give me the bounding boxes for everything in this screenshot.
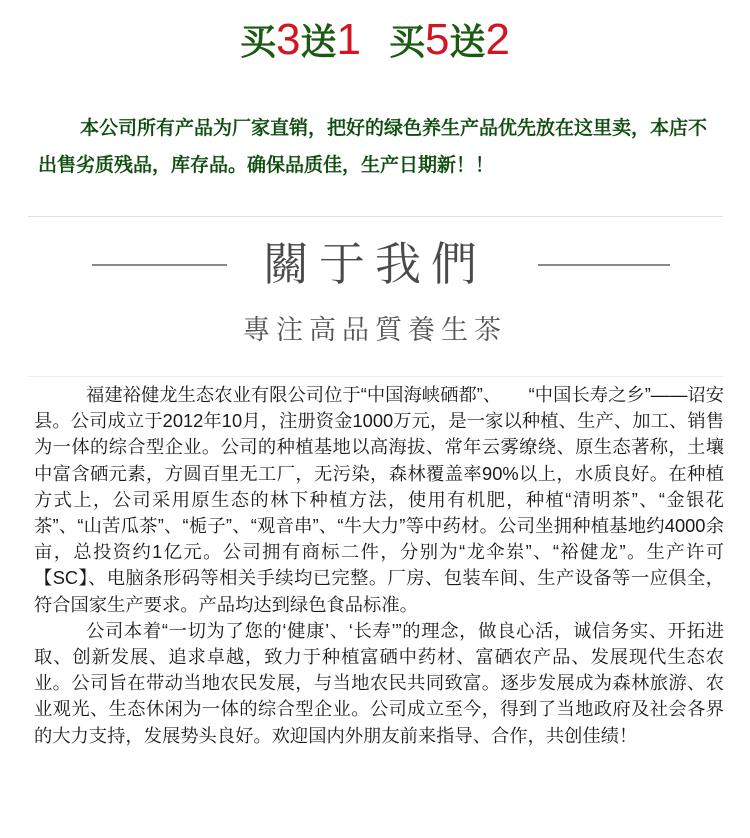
description-paragraph-2: 公司本着“一切为了您的‘健康’、‘长寿’”的理念，做良心活，诚信务实、开拓进取、创新发展、追求卓越，致力于种植富硒中药材、富硒农产品、发展现代生态农业。公司旨在带动当地农民发展，与当地农民共同致富。逐步发展成为森林旅游、农业观光、生态休闲为一体的综合型企业。公司成立至今，得到了当地政府及社会各界的大力支持，发展势头良好。欢迎国内外朋友前来指导、合作，共创佳绩！ [34,619,724,746]
intro-text: 本公司所有产品为厂家直销，把好的绿色养生产品优先放在这里卖，本店不出售劣质残品，库存品。确保品质佳，生产日期新！！ [38,117,708,176]
divider-bottom [28,376,723,377]
promo-give-qty-1: 1 [336,15,361,64]
promo-give-label-2: 送 [449,22,486,63]
promo-buy-qty-1: 3 [276,15,301,64]
promo-banner [0,14,750,65]
description-paragraph-1: 福建裕健龙生态农业有限公司位于“中国海峡硒都”、 “中国长寿之乡”——诏安县。公司成立于2012年10月，注册资金1000万元，是一家以种植、生产、加工、销售为一体的综合型企业。公司的种植基地以高海拔、常年云雾缭绕、原生态著称，土壤中富含硒元素，方圆百里无工厂，无污染，森林覆盖率90%以上，水质良好。在种植方式上，公司采用原生态的林下种植方法，使用有机肥，种植“清明茶”、“金银花茶”、“山苦瓜茶”、“栀子”、“观音串”、“牛大力”等中药材。公司坐拥种植基地约4000余亩，总投资约1亿元。公司拥有商标二件，分别为“龙伞岽”、“裕健龙”。生产许可【SC】、电脑条形码等相关手续均已完整。厂房、包装车间、生产设备等一应俱全，符合国家生产要求。产品均达到绿色食品标准。 [34,384,724,615]
section-subtitle: 專注高品質養生茶 [243,315,507,346]
company-description [34,382,724,749]
intro-notice [38,110,718,184]
section-title: 關于我們 [263,237,487,291]
promo-buy-qty-2: 5 [425,15,450,64]
promo-give-label-1: 送 [300,22,337,63]
divider-top [28,216,723,217]
promo-buy-label-1: 买 [240,22,277,63]
promo-buy-label-2: 买 [389,22,426,63]
promo-give-qty-2: 2 [485,15,510,64]
